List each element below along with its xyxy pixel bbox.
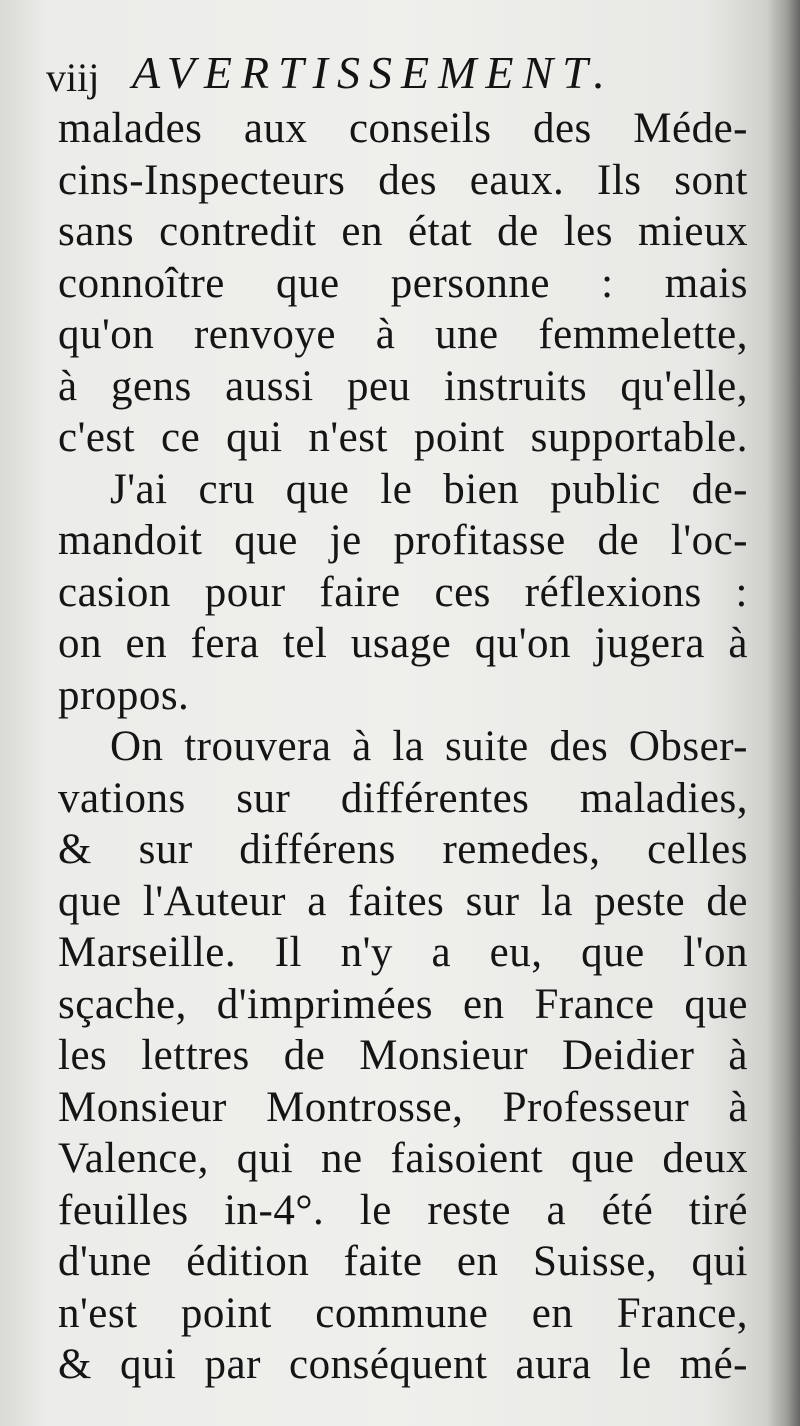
text-line: Monsieur Montrosse, Professeur à — [58, 1083, 748, 1131]
page-header — [46, 40, 746, 102]
text-line: Valence, qui ne faisoient que deux — [58, 1135, 748, 1182]
text-line: on en fera tel usage qu'on jugera à — [58, 620, 748, 667]
text-line-paragraph-start: J'ai cru que le bien public de- — [110, 465, 748, 513]
text-line: n'est point commune en France, — [58, 1289, 748, 1337]
text-line: feuilles in-4°. le reste a été tiré — [58, 1186, 748, 1234]
page-edge-shadow — [766, 0, 800, 1426]
text-line: les lettres de Monsieur Deidier à — [58, 1032, 748, 1079]
text-line: à gens aussi peu instruits qu'elle, — [58, 362, 748, 410]
text-line: vations sur différentes maladies, — [58, 774, 748, 822]
page-number: viij — [46, 55, 100, 100]
text-line-paragraph-end: propos. — [58, 671, 190, 719]
text-line: c'est ce qui n'est point supportable. — [58, 414, 748, 461]
text-line: d'une édition faite en Suisse, qui — [58, 1238, 748, 1285]
text-line: mandoit que je profitasse de l'oc- — [58, 517, 748, 564]
text-line: cins-Inspecteurs des eaux. Ils sont — [58, 156, 748, 204]
text-line: malades aux conseils des Méde- — [58, 105, 748, 152]
text-line: & qui par conséquent aura le mé- — [58, 1341, 748, 1388]
text-line: connoître que personne : mais — [58, 259, 748, 307]
text-line: que l'Auteur a faites sur la peste de — [58, 877, 748, 925]
text-line-paragraph-start: On trouvera à la suite des Obser- — [110, 723, 748, 770]
running-head: AVERTISSEMENT. — [132, 47, 614, 98]
text-line: & sur différens remedes, celles — [58, 826, 748, 873]
body-text — [58, 103, 748, 1391]
text-line: Marseille. Il n'y a eu, que l'on — [58, 929, 748, 976]
text-line: qu'on renvoye à une femmelette, — [58, 311, 748, 358]
text-line: casion pour faire ces réflexions : — [58, 568, 748, 616]
text-line: sçache, d'imprimées en France que — [58, 980, 748, 1028]
text-line: sans contredit en état de les mieux — [58, 208, 748, 255]
